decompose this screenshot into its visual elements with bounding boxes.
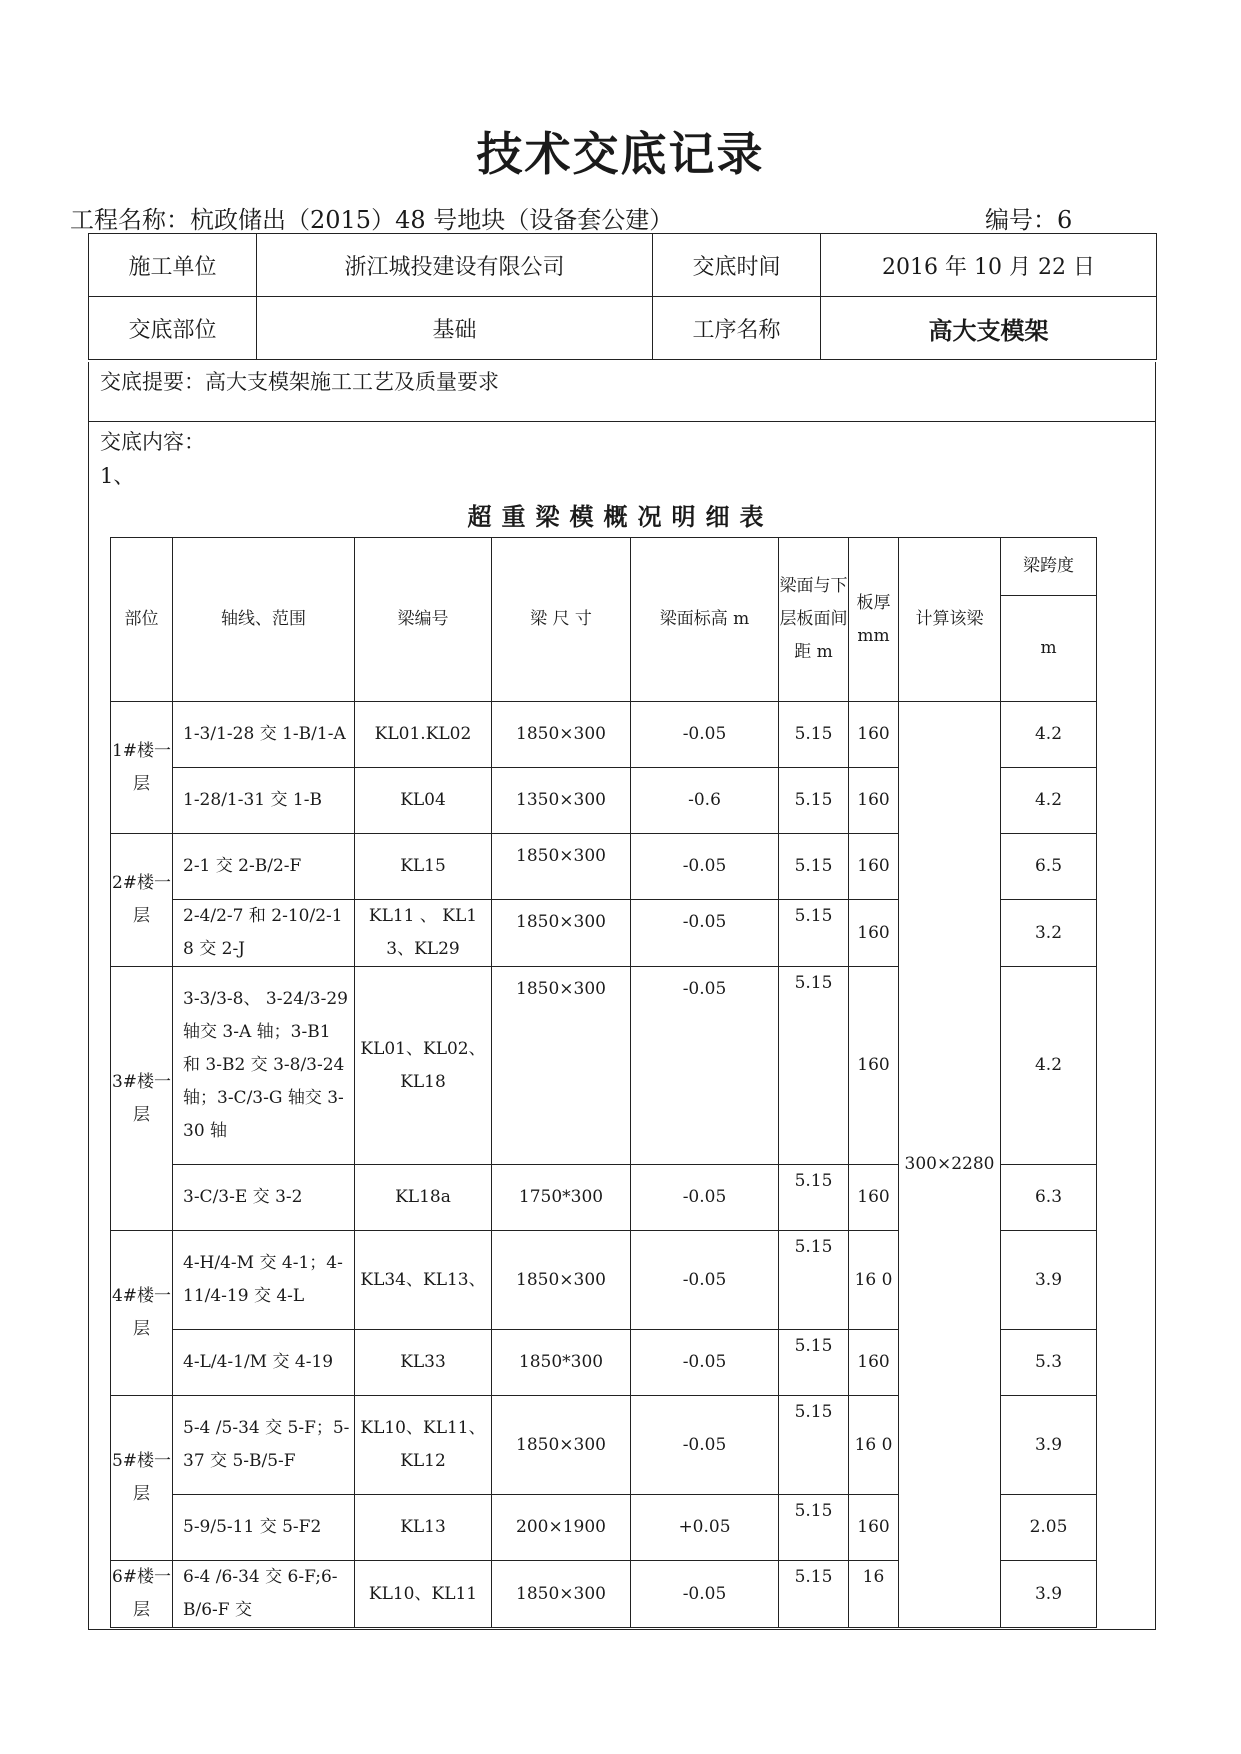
project-value: 杭政储出（2015）48 号地块（设备套公建） [190,206,674,234]
elev-cell: +0.05 [631,1495,779,1561]
axis-cell: 3-C/3-E 交 3-2 [173,1165,355,1231]
size-cell: 1850×300 [492,1396,631,1495]
size-cell: 1850×300 [492,1231,631,1330]
size-cell: 1850×300 [492,702,631,768]
axis-cell: 2-4/2-7 和 2-10/2-18 交 2-J [173,900,355,967]
dist-cell: 5.15 [779,768,849,834]
size-cell: 200×1900 [492,1495,631,1561]
span-cell: 3.2 [1001,900,1097,967]
header-table [88,233,1157,360]
elev-cell: -0.05 [631,1330,779,1396]
col-size: 梁 尺 寸 [492,538,631,702]
thick-cell: 160 [849,900,899,967]
size-cell: 1850*300 [492,1330,631,1396]
beam-cell: KL01、KL02、KL18 [355,967,492,1165]
serial-number [985,200,1072,235]
axis-cell: 1-28/1-31 交 1-B [173,768,355,834]
span-cell: 3.9 [1001,1396,1097,1495]
process-value: 高大支模架 [821,297,1157,360]
table-row [111,702,1097,768]
thick-cell: 160 [849,1165,899,1231]
calc-cell: 300×2280 [899,702,1001,1628]
project-label: 工程名称： [70,206,190,234]
axis-cell: 6-4 /6-34 交 6-F;6-B/6-F 交 [173,1561,355,1628]
beam-cell: KL33 [355,1330,492,1396]
serial-value: 6 [1057,206,1073,234]
elev-cell: -0.05 [631,900,779,967]
thick-cell: 160 [849,702,899,768]
col-thick: 板厚mm [849,538,899,702]
dist-cell: 5.15 [779,1165,849,1231]
size-cell: 1750*300 [492,1165,631,1231]
span-cell: 3.9 [1001,1231,1097,1330]
axis-cell: 4-L/4-1/M 交 4-19 [173,1330,355,1396]
axis-cell: 1-3/1-28 交 1-B/1-A [173,702,355,768]
beam-cell: KL10、KL11、KL12 [355,1396,492,1495]
dist-cell: 5.15 [779,967,849,1165]
elev-cell: -0.05 [631,1561,779,1628]
axis-cell: 4-H/4-M 交 4-1；4-11/4-19 交 4-L [173,1231,355,1330]
col-span: 梁跨度 [1001,538,1097,596]
part-value: 基础 [257,297,653,360]
size-cell: 1850×300 [492,834,631,900]
span-cell: 4.2 [1001,768,1097,834]
elev-cell: -0.05 [631,1396,779,1495]
thick-cell: 16 0 [849,1396,899,1495]
span-cell: 6.5 [1001,834,1097,900]
table-header-row [111,538,1097,596]
span-cell: 4.2 [1001,967,1097,1165]
size-cell: 1850×300 [492,900,631,967]
beam-cell: KL13 [355,1495,492,1561]
dist-cell: 5.15 [779,1561,849,1628]
beam-cell: KL15 [355,834,492,900]
thick-cell: 160 [849,967,899,1165]
axis-cell: 2-1 交 2-B/2-F [173,834,355,900]
span-cell: 6.3 [1001,1165,1097,1231]
beam-cell: KL01.KL02 [355,702,492,768]
beam-cell: KL34、KL13、 [355,1231,492,1330]
dist-cell: 5.15 [779,702,849,768]
col-calc: 计算该梁 [899,538,1001,702]
thick-cell: 160 [849,834,899,900]
dist-cell: 5.15 [779,1330,849,1396]
elev-cell: -0.6 [631,768,779,834]
col-elev: 梁面标高 m [631,538,779,702]
dist-cell: 5.15 [779,1396,849,1495]
dist-cell: 5.15 [779,1495,849,1561]
size-cell: 1850×300 [492,967,631,1165]
col-axis: 轴线、范围 [173,538,355,702]
project-name [70,200,673,235]
dist-cell: 5.15 [779,1231,849,1330]
elev-cell: -0.05 [631,834,779,900]
col-part: 部位 [111,538,173,702]
document-title: 技术交底记录 [476,127,765,181]
thick-cell: 160 [849,1330,899,1396]
content-label: 交底内容： [100,430,205,454]
beam-detail-table [110,537,1097,1628]
axis-cell: 3-3/3-8、 3-24/3-29 轴交 3-A 轴；3-B1 和 3-B2 交 3-8/3-24 轴；3-C/3-G 轴交 3-30 轴 [173,967,355,1165]
thick-cell: 160 [849,768,899,834]
serial-label: 编号： [985,206,1057,234]
size-cell: 1850×300 [492,1561,631,1628]
beam-cell: KL10、KL11 [355,1561,492,1628]
beam-cell: KL04 [355,768,492,834]
time-value: 2016 年 10 月 22 日 [821,234,1157,297]
summary-value: 高大支模架施工工艺及质量要求 [205,370,499,394]
unit-label: 施工单位 [89,234,257,297]
item-number: 1、 [100,464,135,488]
span-cell: 5.3 [1001,1330,1097,1396]
dist-cell: 5.15 [779,900,849,967]
col-beam-no: 梁编号 [355,538,492,702]
part-cell: 6#楼一层 [111,1561,173,1628]
thick-cell: 16 0 [849,1231,899,1330]
beam-cell: KL11 、 KL13、KL29 [355,900,492,967]
thick-cell: 160 [849,1495,899,1561]
col-dist: 梁面与下层板面间距 m [779,538,849,702]
elev-cell: -0.05 [631,702,779,768]
size-cell: 1350×300 [492,768,631,834]
part-cell: 2#楼一层 [111,834,173,967]
part-cell: 3#楼一层 [111,967,173,1231]
beam-cell: KL18a [355,1165,492,1231]
process-label: 工序名称 [653,297,821,360]
part-cell: 1#楼一层 [111,702,173,834]
span-cell: 2.05 [1001,1495,1097,1561]
summary-label: 交底提要： [100,370,205,394]
part-cell: 5#楼一层 [111,1396,173,1561]
summary [100,366,499,396]
span-cell: 3.9 [1001,1561,1097,1628]
thick-cell: 16 [849,1561,899,1628]
axis-cell: 5-4 /5-34 交 5-F；5-37 交 5-B/5-F [173,1396,355,1495]
elev-cell: -0.05 [631,1165,779,1231]
col-span-unit: m [1001,596,1097,702]
time-label: 交底时间 [653,234,821,297]
unit-value: 浙江城投建设有限公司 [257,234,653,297]
span-cell: 4.2 [1001,702,1097,768]
elev-cell: -0.05 [631,1231,779,1330]
elev-cell: -0.05 [631,967,779,1165]
dist-cell: 5.15 [779,834,849,900]
part-label: 交底部位 [89,297,257,360]
axis-cell: 5-9/5-11 交 5-F2 [173,1495,355,1561]
part-cell: 4#楼一层 [111,1231,173,1396]
table-title: 超重梁模概况明细表 [467,503,774,531]
